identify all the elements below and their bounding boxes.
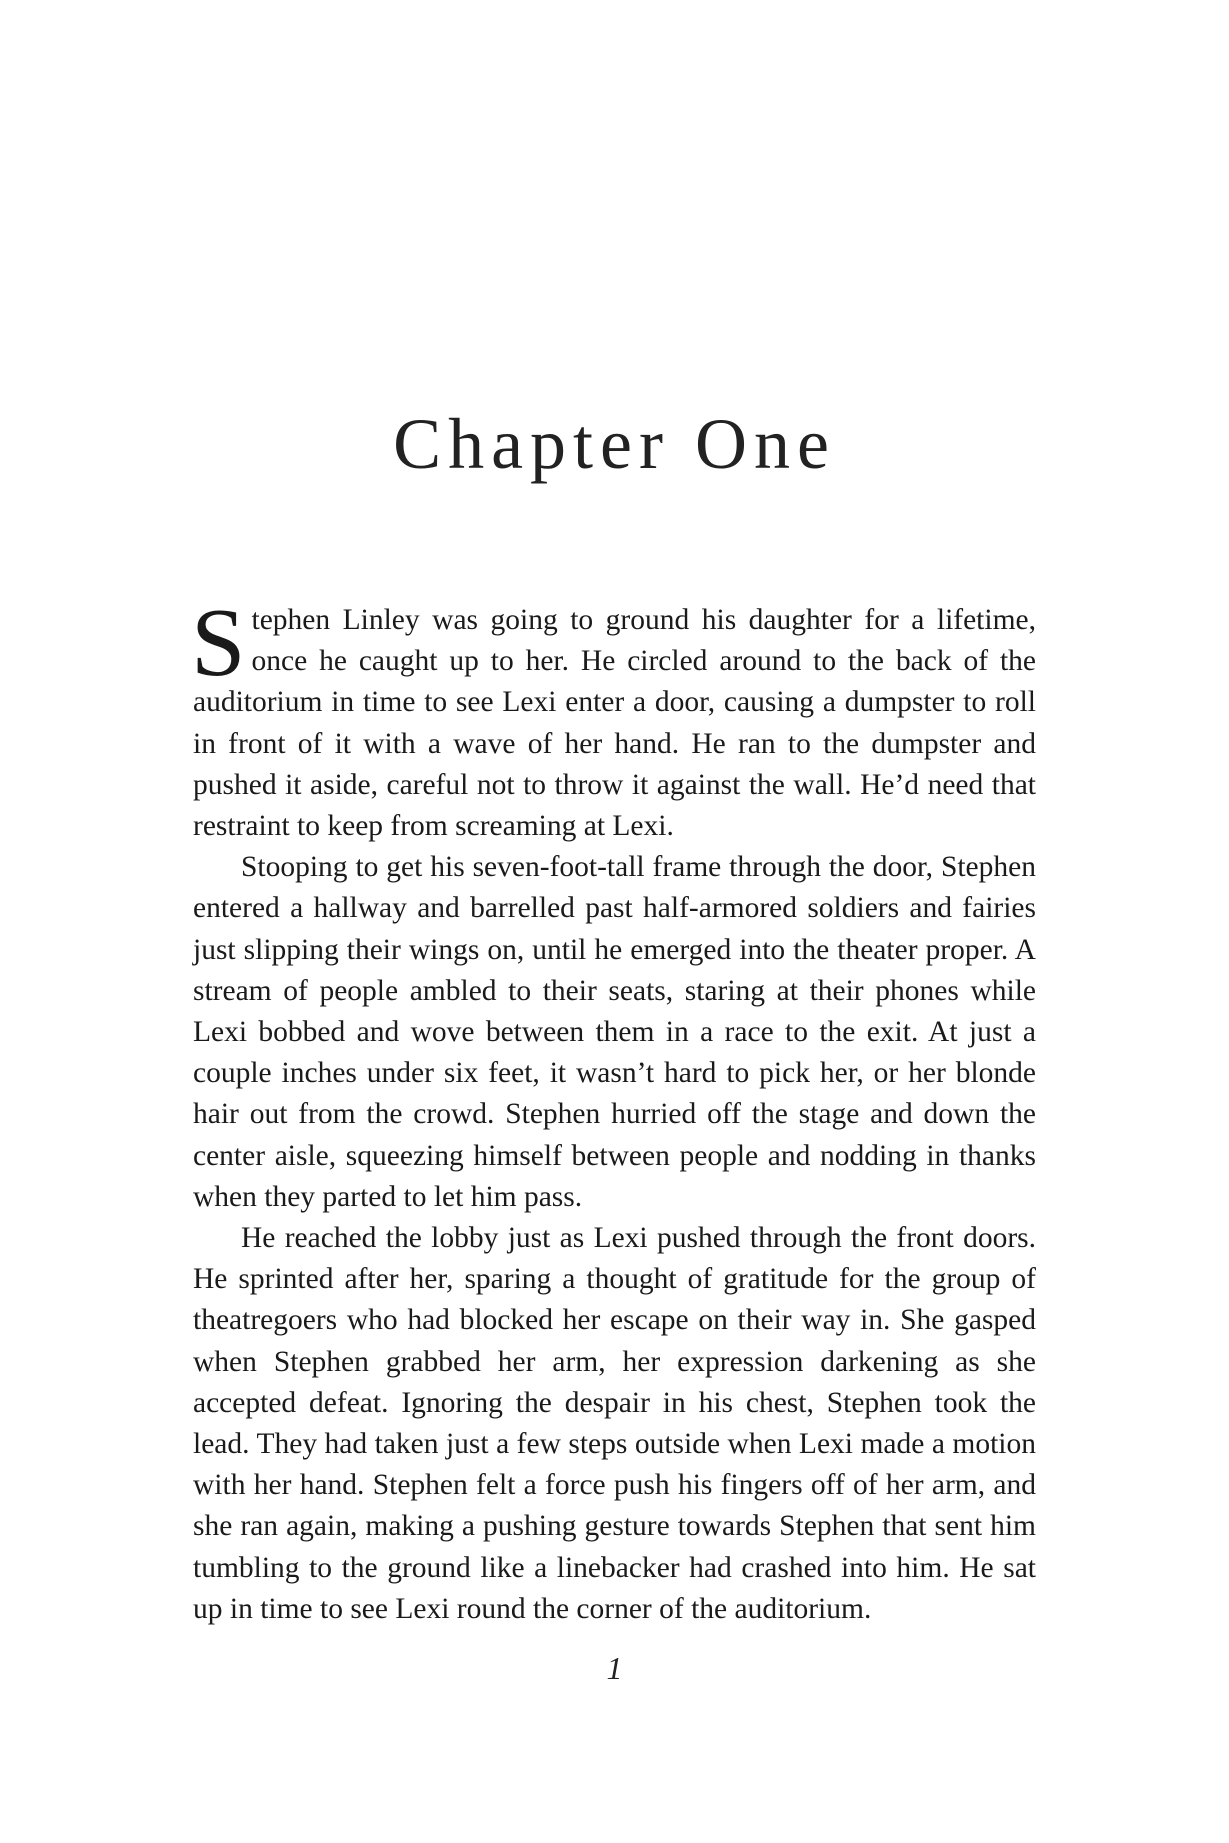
- paragraph-2: Stooping to get his seven-foot-tall frame through the door, Stephen entered a hallway and barrelled past half-armored soldiers and fairies just slipping their wings on, until he emerged into the theater proper. A stream of people ambled to their seats, staring at their phones while Lexi bobbed and wove between them in a race to the exit. At just a couple inches under six feet, it wasn’t hard to pick her, or her blonde hair out from the crowd. Stephen hurried off the stage and down the center aisle, squeezing himself between people and nodding in thanks when they parted to let him pass.: [193, 851, 1036, 1213]
- chapter-body: [191, 589, 1036, 1630]
- paragraph-1: [191, 589, 1036, 847]
- paragraph-1-text: tephen Linley was going to ground his daughter for a lifetime, once he caught up to her. He circled around to the back of the auditorium in time to see Lexi enter a door, causing a dumpster to roll in front of it with a wave of her hand. He ran to the dumpster and pushed it aside, careful not to throw it against the wall. He’d need that restraint to keep from screaming at Lexi.: [193, 604, 1036, 843]
- chapter-title: Chapter One: [393, 404, 836, 484]
- page-number: 1: [606, 1650, 623, 1686]
- paragraph-3: He reached the lobby just as Lexi pushed through the front doors. He sprinted after her, sparing a thought of gratitude for the group of theatregoers who had blocked her escape on their way in. She gasped when Stephen grabbed her arm, her expression darkening as she accepted defeat. Ignoring the despair in his chest, Stephen took the lead. They had taken just a few steps outside when Lexi made a motion with her hand. Stephen felt a force push his fingers off of her arm, and she ran again, making a pushing gesture towards Stephen that sent him tumbling to the ground like a linebacker had crashed into him. He sat up in time to see Lexi round the corner of the auditorium.: [193, 1222, 1036, 1625]
- drop-cap: S: [191, 589, 246, 697]
